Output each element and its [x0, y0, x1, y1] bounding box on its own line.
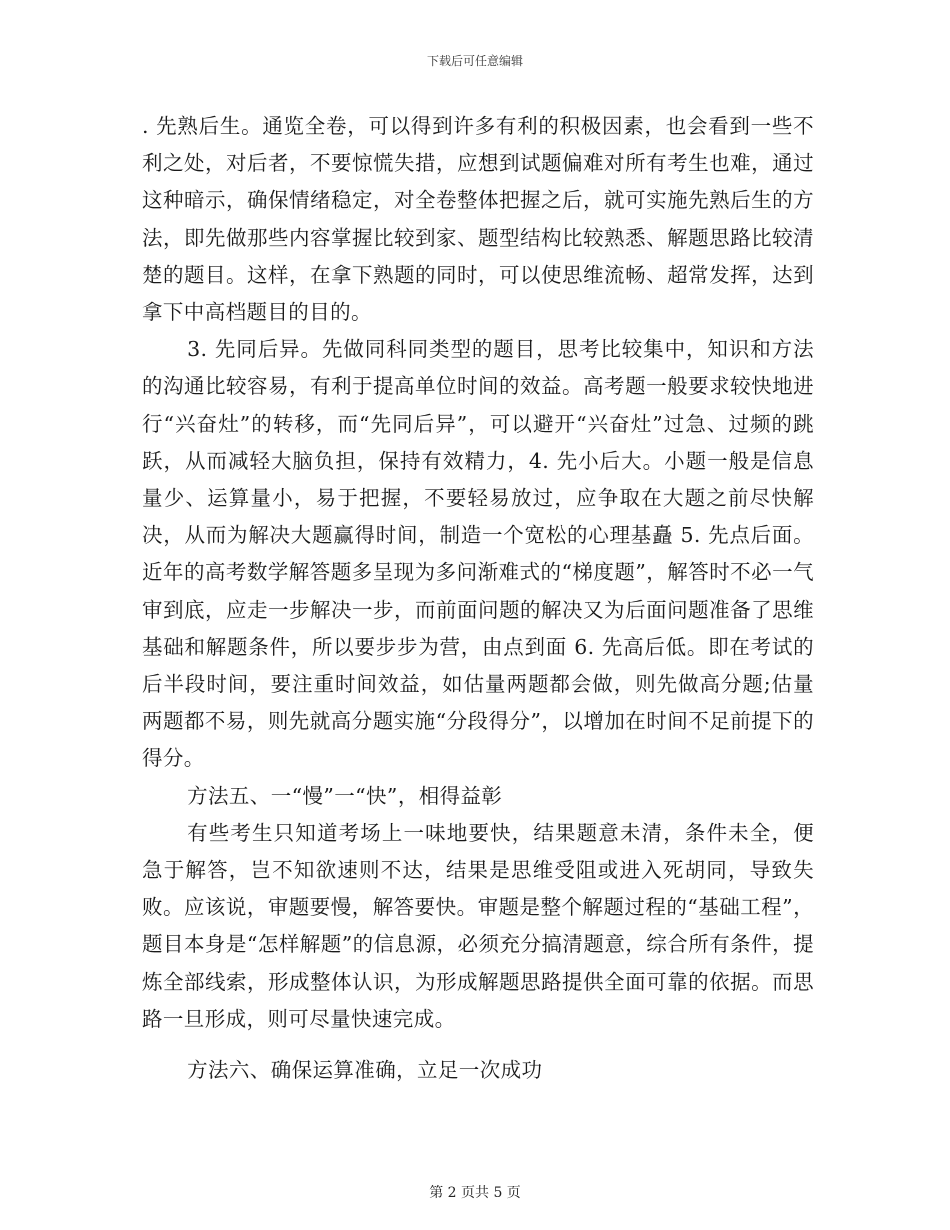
section-heading-method-five: 方法五、一“慢”一“快”，相得益彰 — [187, 783, 503, 808]
page-number-footer: 第 2 页共 5 页 — [429, 1185, 521, 1201]
paragraph-same-first: 3. 先同后异。先做同科同类型的题目，思考比较集中，知识和方法的沟通比较容易，有利于提高单位时间的效益。高考题一般要求较快地进行“兴奋灶”的转移，而“先同后异”，可以避开“兴奋灶”过急、过频的跳跃，从而减轻大脑负担，保持有效精力，4. 先小后大。小题一般是信息量少、运算量小，易于把握，不要轻易放过，应争取在大题之前尽快解决，从而为解决大题赢得时间，制造一个宽松的心理基矗 5. 先点后面。近年的高考数学解答题多呈现为多问渐难式的“梯度题”，解答时不必一气审到底，应走一步解决一步，而前面问题的解决又为后面问题准备了思维基础和解题条件，所以要步步为营，由点到面 6. 先高后低。即在考试的后半段时间，要注重时间效益，如估量两题都会做，则先做高分题;估量两题都不易，则先就高分题实施“分段得分”，以增加在时间不足前提下的得分。 — [142, 337, 814, 771]
document-body — [142, 108, 814, 1089]
paragraph-slow-fast: 有些考生只知道考场上一味地要快，结果题意未清，条件未全，便急于解答，岂不知欲速则不达，结果是思维受阻或进入死胡同，导致失败。应该说，审题要慢，解答要快。审题是整个解题过程的“基础工程”，题目本身是“怎样解题”的信息源，必须充分搞清题意，综合所有条件，提炼全部线索，形成整体认识，为形成解题思路提供全面可靠的依据。而思路一旦形成，则可尽量快速完成。 — [142, 820, 814, 1031]
paragraph-familiar-first: . 先熟后生。通览全卷，可以得到许多有利的积极因素，也会看到一些不利之处，对后者，不要惊慌失措，应想到试题偏难对所有考生也难，通过这种暗示，确保情绪稳定，对全卷整体把握之后，就可实施先熟后生的方法，即先做那些内容掌握比较到家、题型结构比较熟悉、解题思路比较清楚的题目。这样，在拿下熟题的同时，可以使思维流畅、超常发挥，达到拿下中高档题目的目的。 — [142, 114, 814, 325]
section-heading-method-six: 方法六、确保运算准确，立足一次成功 — [187, 1058, 543, 1083]
page-header: 下载后可任意编辑 — [426, 54, 523, 68]
